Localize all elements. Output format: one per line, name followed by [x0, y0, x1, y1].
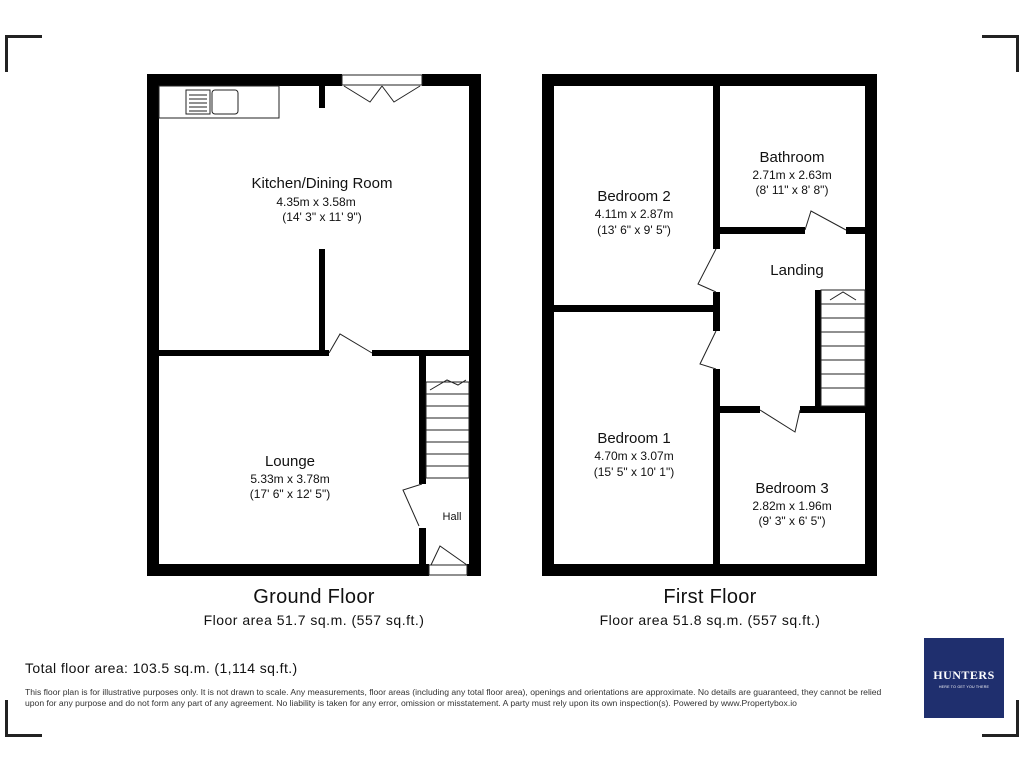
- total-floor-area: Total floor area: 103.5 sq.m. (1,114 sq.ft.): [25, 660, 298, 676]
- door-swing: [403, 484, 422, 526]
- bathroom-imperial: (8' 11" x 8' 8"): [755, 183, 829, 197]
- wall: [713, 292, 720, 331]
- hunters-logo: [924, 638, 1004, 718]
- wall: [554, 305, 713, 312]
- wall: [147, 564, 429, 576]
- landing-name: Landing: [770, 262, 824, 279]
- bedroom1-metric: 4.70m x 3.07m: [594, 449, 674, 463]
- door-swing: [700, 331, 716, 369]
- sink-bowl: [212, 90, 238, 114]
- wall: [467, 564, 481, 576]
- wall: [419, 356, 426, 484]
- ground-floor-area: Floor area 51.7 sq.m. (557 sq.ft.): [203, 612, 425, 628]
- wall: [800, 406, 865, 413]
- first-floor-area: Floor area 51.8 sq.m. (557 sq.ft.): [599, 612, 821, 628]
- wall: [147, 74, 159, 576]
- wall: [846, 227, 865, 234]
- lounge-name: Lounge: [264, 453, 316, 470]
- staircase: [821, 290, 865, 406]
- logo-tagline: HERE TO GET YOU THERE: [938, 684, 990, 689]
- kitchen-imperial: (14' 3" x 11' 9"): [282, 210, 362, 224]
- front-door-swing: [431, 546, 467, 565]
- lounge-imperial: (17' 6" x 12' 5"): [249, 487, 331, 501]
- bedroom2-metric: 4.11m x 2.87m: [594, 207, 674, 221]
- front-door-frame: [429, 565, 467, 575]
- wall: [469, 74, 481, 576]
- bathroom-metric: 2.71m x 2.63m: [752, 168, 832, 182]
- wall: [319, 249, 325, 350]
- patio-door-frame: [342, 75, 422, 85]
- kitchen-metric: 4.35m x 3.58m: [276, 195, 356, 209]
- kitchen-name: Kitchen/Dining Room: [251, 175, 393, 192]
- wall: [542, 74, 554, 576]
- sink-drainer: [186, 90, 210, 114]
- first-floor-title: First Floor: [663, 586, 757, 608]
- wall: [147, 74, 342, 86]
- bedroom3-imperial: (9' 3" x 6' 5"): [758, 514, 826, 528]
- wall: [419, 528, 426, 564]
- bedroom2-name: Bedroom 2: [597, 188, 671, 205]
- bedroom1-name: Bedroom 1: [597, 430, 671, 447]
- door-swing: [329, 334, 372, 353]
- wall: [713, 369, 720, 564]
- wall: [159, 350, 329, 356]
- ground-floor-title: Ground Floor: [253, 586, 375, 608]
- wall: [720, 406, 760, 413]
- logo-name: HUNTERS: [933, 667, 995, 682]
- patio-door-swing: [344, 86, 420, 102]
- bedroom2-imperial: (13' 6" x 9' 5"): [597, 223, 671, 237]
- bedroom3-name: Bedroom 3: [755, 480, 829, 497]
- wall: [720, 227, 805, 234]
- wall: [815, 290, 821, 406]
- wall: [713, 86, 720, 249]
- lounge-metric: 5.33m x 3.78m: [250, 472, 330, 486]
- door-swing: [698, 249, 716, 292]
- wall: [372, 350, 469, 356]
- wall: [319, 86, 325, 108]
- wall: [542, 564, 877, 576]
- wall: [542, 74, 877, 86]
- hall-name: Hall: [442, 511, 462, 523]
- door-swing: [760, 410, 800, 432]
- door-swing: [805, 211, 846, 230]
- bedroom1-imperial: (15' 5" x 10' 1"): [593, 465, 675, 479]
- wall: [422, 74, 481, 86]
- disclaimer-text: This floor plan is for illustrative purposes only. It is not drawn to scale. Any measurements, floor areas (including any total floor area), openings and orientations are approximate. No details are guaranteed, they cannot be relied upon for any purpose and do not form any part of any agreement. No liability is taken for any error, omission or misstatement. A party must rely upon its own inspection(s). Powered by www.Propertybox.io: [25, 687, 882, 708]
- bathroom-name: Bathroom: [759, 149, 825, 166]
- bedroom3-metric: 2.82m x 1.96m: [752, 499, 832, 513]
- wall: [865, 74, 877, 576]
